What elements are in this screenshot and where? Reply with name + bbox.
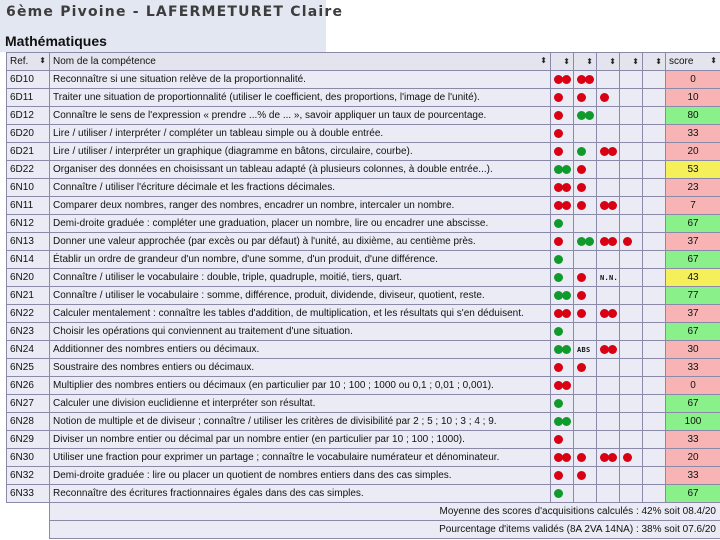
not-acquired-dot-icon [554,147,563,156]
table-row[interactable] [7,287,720,305]
not-acquired-dot-icon [577,273,586,282]
competence-score: 33 [666,359,720,377]
table-row[interactable] [7,179,720,197]
competence-score: 67 [666,323,720,341]
column-header-eval-5[interactable] [643,53,666,71]
competence-name: Reconnaître si une situation relève de la proportionnalité. [50,71,551,89]
competence-name: Demi-droite graduée : lire ou placer un quotient de nombres entiers dans des cas simples. [50,467,551,485]
eval-cell [574,161,597,179]
competence-score: 30 [666,341,720,359]
competence-name: Donner une valeur approchée (par excès ou par défaut) à l'unité, au dixième, au centième près. [50,233,551,251]
eval-cell [597,179,620,197]
competence-ref: 6D22 [7,161,50,179]
not-acquired-dot-icon [554,363,563,372]
eval-cell [551,449,574,467]
competence-ref: 6N24 [7,341,50,359]
eval-cell [643,125,666,143]
competence-score: 33 [666,125,720,143]
eval-status-tag: N.N. [600,274,619,282]
acquired-dot-icon [554,273,563,282]
competence-score: 23 [666,179,720,197]
competence-name: Multiplier des nombres entiers ou décimaux (en particulier par 10 ; 100 ; 1000 ou 0,1 ; 0,01 ; 0,001). [50,377,551,395]
eval-cell [597,431,620,449]
eval-cell [643,233,666,251]
competence-name: Soustraire des nombres entiers ou décimaux. [50,359,551,377]
competence-name: Additionner des nombres entiers ou décimaux. [50,341,551,359]
not-acquired-dot-icon [577,183,586,192]
not-acquired-dot-icon [623,453,632,462]
acquired-dot-icon [554,327,563,336]
table-row[interactable] [7,395,720,413]
table-row[interactable] [7,125,720,143]
eval-cell [597,71,620,89]
acquired-dot-icon [585,237,594,246]
competence-ref: 6N33 [7,485,50,503]
not-acquired-dot-icon [577,363,586,372]
eval-cell [574,341,597,359]
not-acquired-dot-icon [562,183,571,192]
table-row[interactable] [7,377,720,395]
eval-cell [551,431,574,449]
eval-cell [597,197,620,215]
eval-cell [551,89,574,107]
eval-cell [574,485,597,503]
table-row[interactable] [7,71,720,89]
eval-cell [551,377,574,395]
competence-name: Reconnaître des écritures fractionnaires égales dans des cas simples. [50,485,551,503]
competence-ref: 6N20 [7,269,50,287]
table-row[interactable] [7,233,720,251]
eval-cell [597,287,620,305]
eval-cell [574,377,597,395]
sort-icon[interactable]: ⬍ [563,57,570,66]
not-acquired-dot-icon [554,129,563,138]
eval-cell [574,269,597,287]
eval-cell [643,413,666,431]
eval-cell [574,287,597,305]
eval-cell [574,413,597,431]
acquired-dot-icon [562,165,571,174]
eval-cell [643,377,666,395]
competence-name: Utiliser une fraction pour exprimer un partage ; connaître le vocabulaire numérateur et dénominateur. [50,449,551,467]
eval-cell [620,485,643,503]
eval-cell [551,359,574,377]
eval-cell [597,485,620,503]
competence-score: 80 [666,107,720,125]
eval-cell [574,467,597,485]
table-row[interactable] [7,449,720,467]
eval-cell [643,179,666,197]
eval-cell [551,233,574,251]
not-acquired-dot-icon [608,201,617,210]
eval-cell [643,287,666,305]
eval-cell [620,107,643,125]
not-acquired-dot-icon [554,93,563,102]
report-header [0,0,344,52]
eval-cell [574,323,597,341]
competence-ref: 6N14 [7,251,50,269]
eval-cell [551,179,574,197]
competence-score: 67 [666,251,720,269]
eval-cell [620,71,643,89]
not-acquired-dot-icon [554,471,563,480]
eval-cell [643,107,666,125]
sort-icon[interactable]: ⬍ [710,56,717,65]
eval-cell [551,287,574,305]
competence-score: 20 [666,143,720,161]
eval-cell [643,341,666,359]
not-acquired-dot-icon [577,201,586,210]
acquired-dot-icon [562,417,571,426]
eval-cell [643,161,666,179]
acquired-dot-icon [554,219,563,228]
table-row[interactable] [7,413,720,431]
competence-ref: 6N25 [7,359,50,377]
competence-score: 100 [666,413,720,431]
competence-name: Comparer deux nombres, ranger des nombres, encadrer un nombre, intercaler un nombre. [50,197,551,215]
acquired-dot-icon [554,255,563,264]
eval-cell [597,323,620,341]
not-acquired-dot-icon [608,345,617,354]
competence-ref: 6N28 [7,413,50,431]
not-acquired-dot-icon [585,75,594,84]
table-header-row [7,53,720,71]
table-row[interactable] [7,305,720,323]
table-row[interactable] [7,215,720,233]
eval-cell [643,89,666,107]
eval-cell [597,413,620,431]
column-header-eval-3[interactable] [597,53,620,71]
not-acquired-dot-icon [562,309,571,318]
eval-cell [597,395,620,413]
table-row[interactable] [7,467,720,485]
competence-name: Lire / utiliser / interpréter un graphique (diagramme en bâtons, circulaire, courbe). [50,143,551,161]
eval-cell [597,161,620,179]
not-acquired-dot-icon [577,471,586,480]
eval-cell [620,323,643,341]
competence-name: Demi-droite graduée : compléter une graduation, placer un nombre, lire ou encadrer une abscisse. [50,215,551,233]
competence-score: 43 [666,269,720,287]
column-header-eval-4[interactable] [620,53,643,71]
eval-cell [574,431,597,449]
eval-cell [620,467,643,485]
eval-cell [643,359,666,377]
eval-cell [574,233,597,251]
not-acquired-dot-icon [562,201,571,210]
table-row[interactable] [7,323,720,341]
eval-cell [551,485,574,503]
eval-cell [551,197,574,215]
eval-cell [551,107,574,125]
table-row[interactable] [7,251,720,269]
column-header-name[interactable]: Nom de la compétence ⬍ [50,53,551,71]
competence-name: Organiser des données en choisissant un tableau adapté (à plusieurs colonnes, à double entrée...). [50,161,551,179]
eval-cell [551,269,574,287]
sort-icon[interactable]: ⬍ [540,56,547,65]
competence-name: Calculer une division euclidienne et interpréter son résultat. [50,395,551,413]
eval-cell [574,449,597,467]
not-acquired-dot-icon [608,309,617,318]
acquired-dot-icon [562,291,571,300]
competence-ref: 6N32 [7,467,50,485]
competence-ref: 6N21 [7,287,50,305]
eval-cell [620,161,643,179]
eval-cell [643,269,666,287]
eval-cell [643,197,666,215]
eval-cell [643,305,666,323]
eval-cell [574,179,597,197]
eval-cell [620,143,643,161]
competence-score: 7 [666,197,720,215]
eval-cell [597,359,620,377]
eval-cell [620,89,643,107]
competence-ref: 6D11 [7,89,50,107]
eval-cell [574,197,597,215]
eval-cell [597,449,620,467]
eval-cell [551,341,574,359]
eval-cell [620,215,643,233]
eval-cell [574,215,597,233]
eval-cell [574,143,597,161]
competence-ref: 6N11 [7,197,50,215]
subject-title: Mathématiques [5,33,107,49]
eval-cell [551,251,574,269]
eval-cell [643,323,666,341]
eval-status-tag: ABS [577,346,591,354]
eval-cell [574,251,597,269]
competence-ref: 6N10 [7,179,50,197]
competence-score: 67 [666,395,720,413]
not-acquired-dot-icon [554,111,563,120]
not-acquired-dot-icon [623,237,632,246]
competence-score: 0 [666,377,720,395]
eval-cell [597,305,620,323]
eval-cell [620,395,643,413]
eval-cell [551,161,574,179]
table-row[interactable] [7,89,720,107]
table-row[interactable] [7,485,720,503]
not-acquired-dot-icon [554,435,563,444]
eval-cell [574,305,597,323]
competence-ref: 6N26 [7,377,50,395]
competence-score: 77 [666,287,720,305]
competence-name: Diviser un nombre entier ou décimal par un nombre entier (en particulier par 10 ; 100 ; 1000). [50,431,551,449]
eval-cell [643,449,666,467]
validated-items-text: Pourcentage d'items validés (8A 2VA 14NA) : 38% soit 07.6/20 [50,521,720,539]
eval-cell [620,287,643,305]
eval-cell [551,215,574,233]
eval-cell [597,143,620,161]
sort-icon[interactable]: ⬍ [632,57,639,66]
eval-cell [620,413,643,431]
sort-icon[interactable]: ⬍ [586,57,593,66]
eval-cell [597,377,620,395]
eval-cell [574,71,597,89]
eval-cell [551,467,574,485]
eval-cell [643,143,666,161]
competence-name: Traiter une situation de proportionnalité (utiliser le coefficient, des proportions, l'image de l'unité). [50,89,551,107]
competence-name: Connaître / utiliser l'écriture décimale et les fractions décimales. [50,179,551,197]
competence-ref: 6N29 [7,431,50,449]
competence-score: 37 [666,305,720,323]
competence-name: Lire / utiliser / interpréter / compléter un tableau simple ou à double entrée. [50,125,551,143]
competence-score: 33 [666,467,720,485]
competence-score: 0 [666,71,720,89]
acquired-dot-icon [585,111,594,120]
competence-ref: 6N13 [7,233,50,251]
summary-row-average [7,503,720,521]
not-acquired-dot-icon [608,147,617,156]
eval-cell [643,467,666,485]
table-row[interactable] [7,431,720,449]
eval-cell [597,215,620,233]
competence-ref: 6D10 [7,71,50,89]
eval-cell [620,251,643,269]
competence-ref: 6N27 [7,395,50,413]
competence-name: Notion de multiple et de diviseur ; connaître / utiliser les critères de divisibilité par 2 ; 5 ; 10 ; 3 ; 4 ; 9. [50,413,551,431]
acquired-dot-icon [562,345,571,354]
eval-cell [597,89,620,107]
not-acquired-dot-icon [577,309,586,318]
not-acquired-dot-icon [554,237,563,246]
eval-cell [551,395,574,413]
eval-cell [620,179,643,197]
table-row[interactable] [7,107,720,125]
competence-score: 67 [666,215,720,233]
summary-row-validated [7,521,720,539]
eval-cell [620,431,643,449]
competence-score: 10 [666,89,720,107]
competence-name: Connaître le sens de l'expression « prendre ...% de ... », savoir appliquer un taux de pourcentage. [50,107,551,125]
eval-cell [643,431,666,449]
competence-score: 33 [666,431,720,449]
eval-cell [597,341,620,359]
not-acquired-dot-icon [577,93,586,102]
eval-cell [551,413,574,431]
sort-icon[interactable]: ⬍ [655,57,662,66]
competence-name: Établir un ordre de grandeur d'un nombre, d'une somme, d'un produit, d'une différence. [50,251,551,269]
competence-ref: 6N23 [7,323,50,341]
competence-name: Connaître / utiliser le vocabulaire : double, triple, quadruple, moitié, tiers, quart. [50,269,551,287]
eval-cell [597,467,620,485]
acquired-dot-icon [554,399,563,408]
eval-cell [620,341,643,359]
competence-ref: 6N30 [7,449,50,467]
eval-cell [574,359,597,377]
eval-cell [643,395,666,413]
column-header-eval-2[interactable] [574,53,597,71]
average-score-text: Moyenne des scores d'acquisitions calculés : 42% soit 08.4/20 [50,503,720,521]
eval-cell [597,251,620,269]
eval-cell [551,125,574,143]
eval-cell [574,395,597,413]
eval-cell [574,89,597,107]
table-row[interactable] [7,161,720,179]
eval-cell [597,107,620,125]
eval-cell [551,143,574,161]
eval-cell [643,251,666,269]
eval-cell [597,269,620,287]
table-row[interactable] [7,143,720,161]
competence-score: 53 [666,161,720,179]
eval-cell [597,125,620,143]
not-acquired-dot-icon [562,453,571,462]
competence-ref: 6N12 [7,215,50,233]
eval-cell [574,107,597,125]
competence-name: Connaître / utiliser le vocabulaire : somme, différence, produit, dividende, diviseur, quotient, reste. [50,287,551,305]
competence-score: 37 [666,233,720,251]
eval-cell [620,449,643,467]
not-acquired-dot-icon [577,291,586,300]
eval-cell [551,71,574,89]
eval-cell [643,485,666,503]
not-acquired-dot-icon [608,453,617,462]
column-header-score[interactable]: score ⬍ [666,53,720,71]
table-row[interactable] [7,269,720,287]
eval-cell [620,305,643,323]
not-acquired-dot-icon [600,93,609,102]
acquired-dot-icon [577,147,586,156]
competence-score: 20 [666,449,720,467]
eval-cell [620,269,643,287]
eval-cell [643,71,666,89]
not-acquired-dot-icon [608,237,617,246]
competence-score: 67 [666,485,720,503]
not-acquired-dot-icon [577,165,586,174]
eval-cell [574,125,597,143]
not-acquired-dot-icon [577,453,586,462]
column-header-eval-1[interactable] [551,53,574,71]
competence-table [6,52,720,539]
sort-icon[interactable]: ⬍ [609,57,616,66]
eval-cell [620,359,643,377]
table-row[interactable] [7,197,720,215]
table-row[interactable] [7,341,720,359]
eval-cell [551,323,574,341]
student-title: 6ème Pivoine - LAFERMETURET Claire [6,4,344,20]
not-acquired-dot-icon [562,381,571,390]
competence-ref: 6N22 [7,305,50,323]
column-header-ref[interactable]: Ref. ⬍ [7,53,50,71]
acquired-dot-icon [554,489,563,498]
eval-cell [620,125,643,143]
table-row[interactable] [7,359,720,377]
competence-ref: 6D12 [7,107,50,125]
competence-ref: 6D20 [7,125,50,143]
eval-cell [620,377,643,395]
competence-name: Calculer mentalement : connaître les tables d'addition, de multiplication, et les résultats qui s'en déduisent. [50,305,551,323]
competence-ref: 6D21 [7,143,50,161]
eval-cell [551,305,574,323]
eval-cell [620,233,643,251]
eval-cell [620,197,643,215]
sort-icon[interactable]: ⬍ [39,56,46,65]
eval-cell [643,215,666,233]
eval-cell [597,233,620,251]
not-acquired-dot-icon [562,75,571,84]
competence-name: Choisir les opérations qui conviennent au traitement d'une situation. [50,323,551,341]
